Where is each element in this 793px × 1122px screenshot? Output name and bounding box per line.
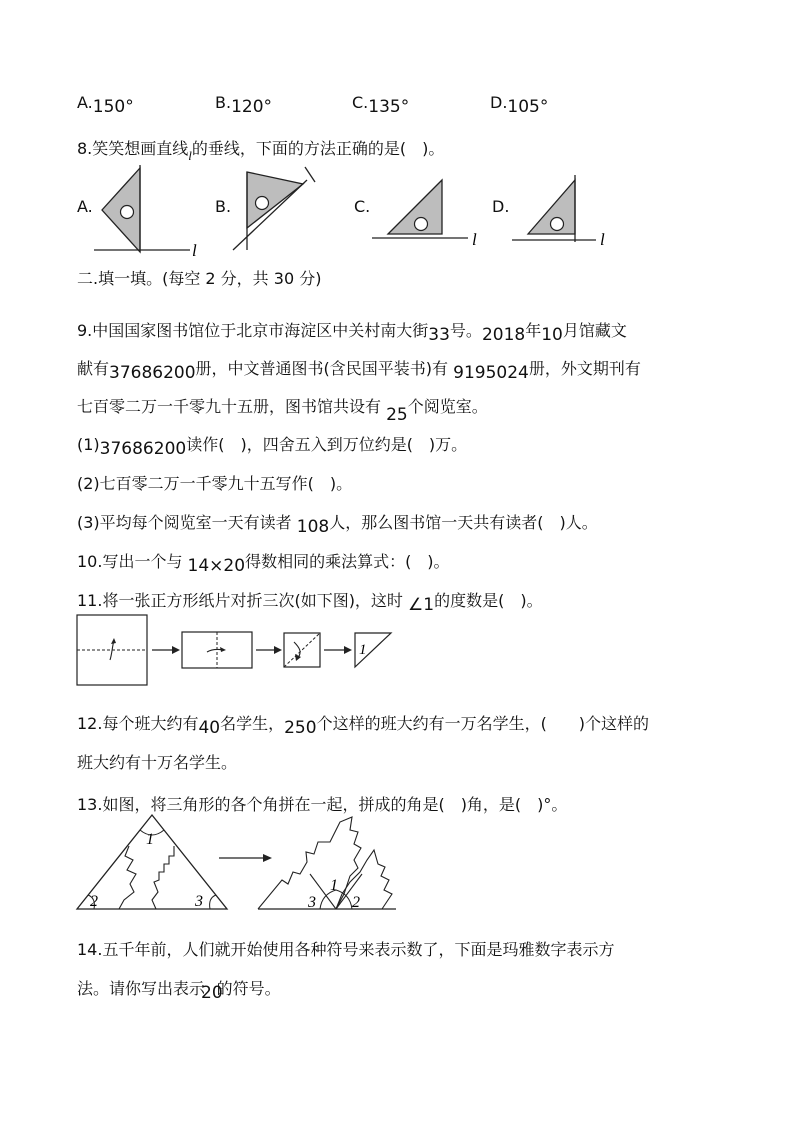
option-d: D.105° [490, 93, 549, 117]
option-b: B.120° [215, 93, 273, 117]
option-c: C.135° [352, 93, 410, 117]
q13-triangle-figure [74, 812, 414, 912]
triangle-angle-3: 3 [195, 893, 203, 910]
option-a: A.150° [77, 93, 134, 117]
q8-option-d-label: D. [492, 197, 510, 216]
q8-figure-a [90, 160, 210, 260]
triangle-angle-2: 2 [90, 893, 98, 910]
triangle-angle-1: 1 [146, 831, 154, 848]
svg-text:l: l [600, 230, 605, 249]
question-8: 8.笑笑想画直线$_l$的垂线，下面的方法正确的是( )。 [77, 139, 445, 163]
q8-figure-b [225, 160, 325, 260]
question-9-line-3: 七百零二万一千零九十五册，图书馆共设有 25个阅览室。 [77, 397, 488, 425]
q8-option-a-label: A. [77, 197, 93, 216]
rearranged-angle-3: 3 [308, 894, 316, 911]
question-10: 10.写出一个与 14×20得数相同的乘法算式：( )。 [77, 552, 450, 576]
question-9-sub-2: (2)七百零二万一千零九十五写作( )。 [77, 474, 353, 493]
question-11: 11.将一张正方形纸片对折三次(如下图)，这时 ∠1的度数是( )。 [77, 591, 543, 615]
question-9-line-1: 9.中国国家图书馆位于北京市海淀区中关村南大街33号。2018年10月馆藏文 [77, 321, 627, 345]
option-b-value: 120° [231, 97, 273, 117]
rearranged-angle-2: 2 [352, 894, 360, 911]
question-9-sub-3: (3)平均每个阅览室一天有读者 108人，那么图书馆一天共有读者( )人。 [77, 513, 598, 537]
q8-option-b-label: B. [215, 197, 232, 216]
svg-text:l: l [472, 230, 477, 249]
q8-figure-c [370, 170, 490, 260]
option-d-value: 105° [507, 97, 549, 117]
svg-text:l: l [192, 241, 197, 260]
question-13: 13.如图，将三角形的各个角拼在一起，拼成的角是( )角，是( )°。 [77, 795, 568, 814]
angle-1-label: 1 [359, 642, 367, 658]
q8-figure-d [510, 170, 630, 260]
line-label: l [188, 148, 192, 163]
question-9-sub-1: (1)37686200读作( )，四舍五入到万位约是( )万。 [77, 435, 468, 459]
question-12-line-2: 班大约有十万名学生。 [77, 753, 238, 772]
option-c-value: 135° [368, 97, 410, 117]
question-14-line-2: 法。请你写出表示20的符号。 [77, 979, 281, 1003]
q8-option-c-label: C. [354, 197, 371, 216]
question-14-line-1: 14.五千年前，人们就开始使用各种符号来表示数了，下面是玛雅数字表示方 [77, 940, 615, 959]
q11-folding-figure [74, 612, 394, 692]
rearranged-angle-1: 1 [330, 877, 338, 894]
question-12-line-1: 12.每个班大约有40名学生，250个这样的班大约有一万名学生，( )个这样的 [77, 714, 650, 738]
section-2-heading: 二.填一填。(每空 2 分，共 30 分) [77, 269, 322, 288]
question-9-line-2: 献有37686200册，中文普通图书(含民国平装书)有 9195024册，外文期刊有 [77, 359, 641, 383]
option-a-value: 150° [92, 97, 134, 117]
